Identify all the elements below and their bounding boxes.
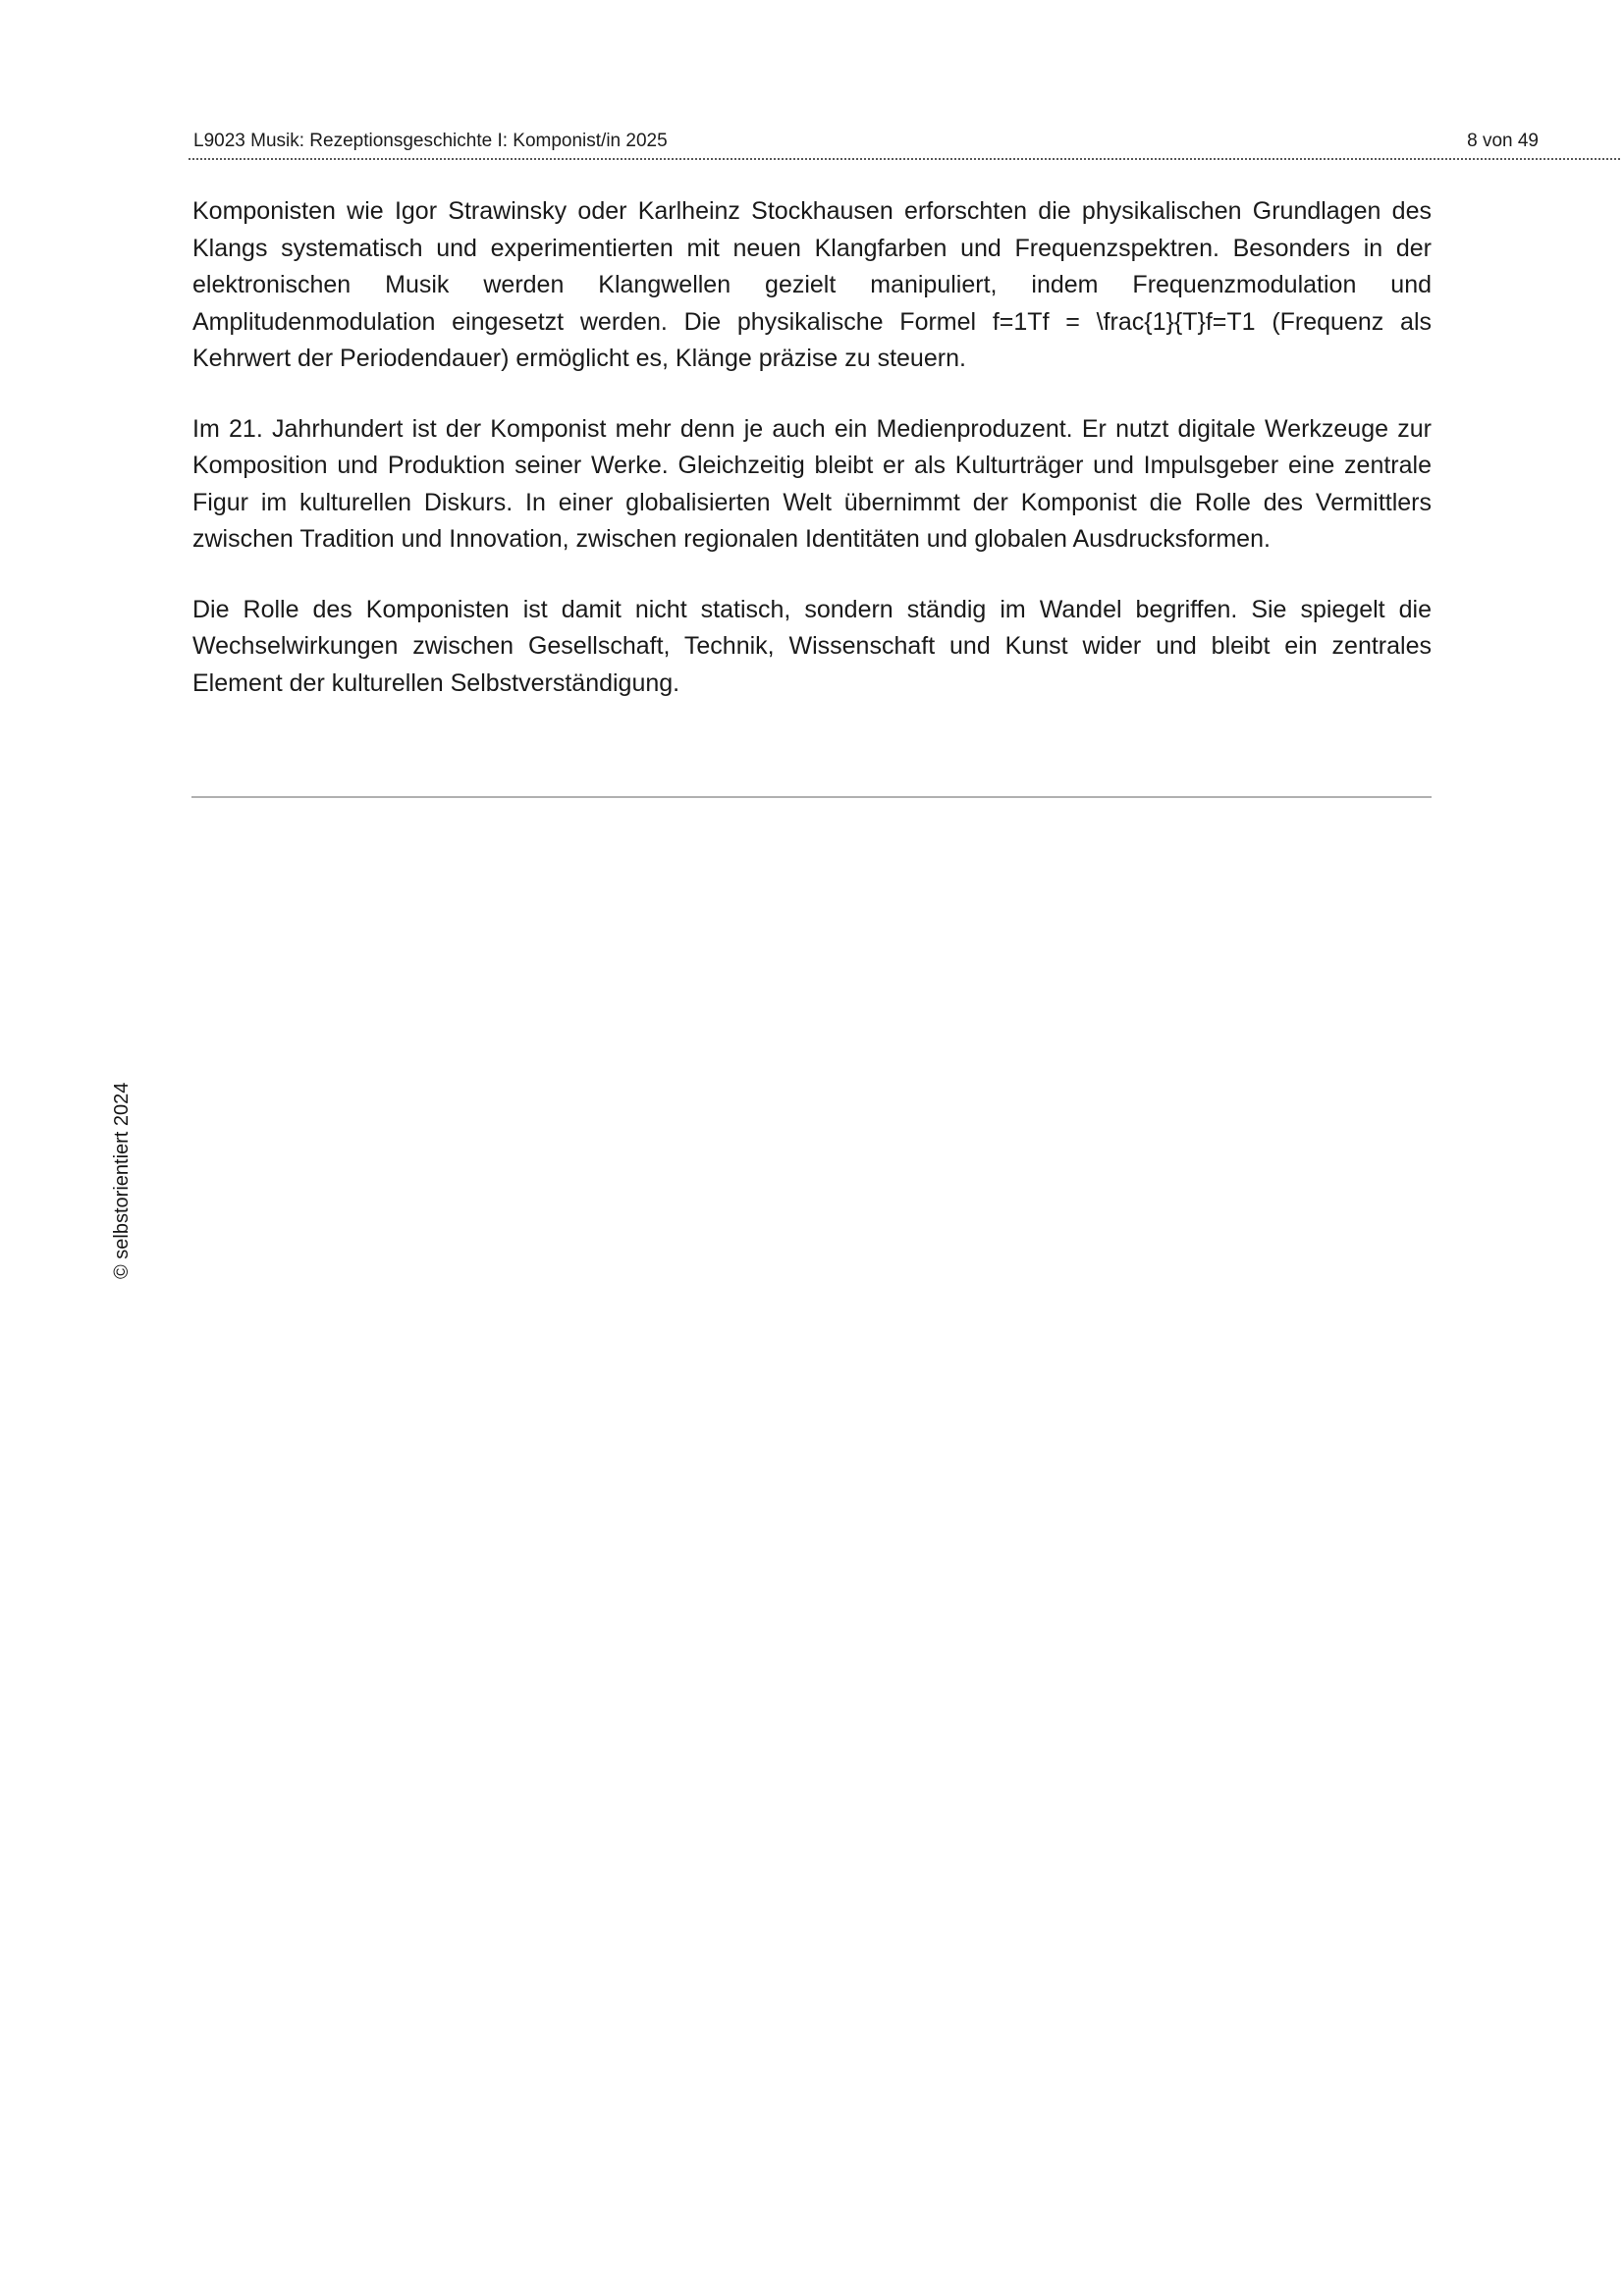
header-title: L9023 Musik: Rezeptionsgeschichte I: Komponist/in 2025 (193, 131, 668, 151)
paragraph-1: Komponisten wie Igor Strawinsky oder Karlheinz Stockhausen erforschten die physikalischen Grundlagen des Klangs systematisch und experimentierten mit neuen Klangfarben und Frequenzspektren. Besonders in der elektronischen Musik werden Klangwellen gezielt manipuliert, indem Frequenzmodulation und Amplitudenmodulation eingesetzt werden. Die physikalische Formel f=1Tf = \frac{1}{T}f=T1 (Frequenz als Kehrwert der Periodendauer) ermöglicht es, Klänge präzise zu steuern. (192, 197, 1432, 372)
page-number: 8 von 49 (1467, 131, 1539, 151)
copyright-vertical-text: © selbstorientiert 2024 (111, 1082, 133, 1279)
page-header (189, 131, 1620, 160)
paragraph-3: Die Rolle des Komponisten ist damit nicht statisch, sondern ständig im Wandel begriffen. Sie spiegelt die Wechselwirkungen zwischen Gesellschaft, Technik, Wissenschaft und Kunst wider und bleibt ein zentrales Element der kulturellen Selbstverständigung. (192, 595, 1432, 697)
paragraph-2: Im 21. Jahrhundert ist der Komponist mehr denn je auch ein Medienproduzent. Er nutzt digitale Werkzeuge zur Komposition und Produktion seiner Werke. Gleichzeitig bleibt er als Kulturträger und Impulsgeber eine zentrale Figur im kulturellen Diskurs. In einer globalisierten Welt übernimmt der Komponist die Rolle des Vermittlers zwischen Tradition und Innovation, zwischen regionalen Identitäten und globalen Ausdrucksformen. (192, 414, 1432, 553)
section-divider (191, 796, 1432, 798)
document-body (192, 193, 1432, 735)
